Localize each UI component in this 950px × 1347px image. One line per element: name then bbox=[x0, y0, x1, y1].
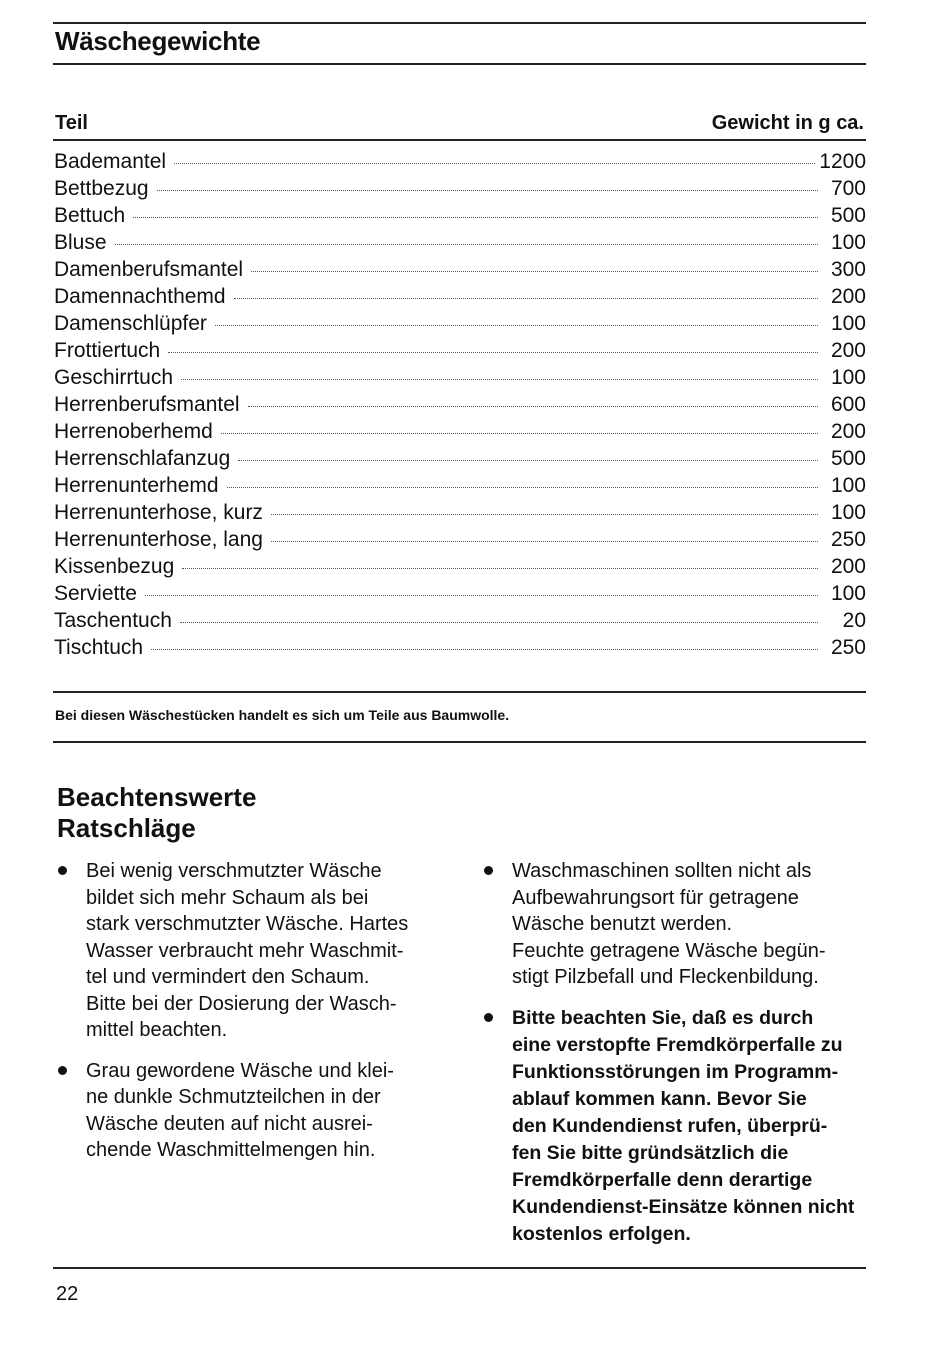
table-row bbox=[54, 312, 866, 339]
dot-leader bbox=[221, 433, 818, 434]
advice-line: Fremdkörperfalle denn derartige bbox=[512, 1168, 813, 1191]
advice-line: stigt Pilzbefall und Fleckenbildung. bbox=[512, 966, 819, 988]
item-weight: 100 bbox=[830, 312, 866, 335]
item-name: Herrenschlafanzug bbox=[54, 447, 231, 470]
item-name: Herrenunterhose, lang bbox=[54, 528, 263, 551]
item-weight: 250 bbox=[830, 528, 866, 551]
table-row bbox=[54, 339, 866, 366]
advice-line: stark verschmutzter Wäsche. Hartes bbox=[86, 913, 409, 935]
item-name: Herrenberufsmantel bbox=[54, 393, 240, 416]
dot-leader bbox=[271, 541, 818, 542]
dot-leader bbox=[151, 649, 818, 650]
advice-line: Bitte beachten Sie, daß es durch bbox=[512, 1006, 814, 1029]
section-heading bbox=[57, 782, 256, 844]
column-header-weight: Gewicht in g ca. bbox=[711, 112, 864, 134]
item-weight: 200 bbox=[830, 555, 866, 578]
item-weight: 250 bbox=[830, 636, 866, 659]
advice-line: Feuchte getragene Wäsche begün- bbox=[512, 939, 826, 962]
bullet-dot-icon bbox=[58, 1066, 67, 1075]
bullet-dot-icon bbox=[484, 1013, 493, 1022]
table-row bbox=[54, 636, 866, 663]
section-heading-line-1: Beachtenswerte bbox=[57, 782, 257, 812]
bullet-dot-icon bbox=[484, 866, 493, 875]
top-rule bbox=[53, 22, 866, 24]
dot-leader bbox=[182, 568, 818, 569]
advice-line: Funktionsstörungen im Programm- bbox=[512, 1060, 839, 1083]
header-rule bbox=[53, 139, 866, 141]
advice-line: Wäsche deuten auf nicht ausrei- bbox=[86, 1112, 373, 1135]
advice-line: Waschmaschinen sollten nicht als bbox=[512, 860, 812, 882]
column-header-part: Teil bbox=[55, 112, 88, 134]
item-weight: 700 bbox=[830, 177, 866, 200]
table-row bbox=[54, 582, 866, 609]
item-weight: 500 bbox=[830, 204, 866, 227]
item-weight: 100 bbox=[830, 231, 866, 254]
advice-line: Wäsche benutzt werden. bbox=[512, 913, 733, 935]
dot-leader bbox=[174, 163, 815, 164]
advice-line: Grau gewordene Wäsche und klei- bbox=[86, 1059, 394, 1082]
item-name: Bettbezug bbox=[54, 177, 149, 200]
dot-leader bbox=[145, 595, 818, 596]
dot-leader bbox=[238, 460, 818, 461]
table-row bbox=[54, 366, 866, 393]
item-name: Bademantel bbox=[54, 150, 167, 173]
bullet-dot-icon bbox=[58, 866, 67, 875]
table-row bbox=[54, 609, 866, 636]
page-number: 22 bbox=[56, 1283, 79, 1305]
table-row bbox=[54, 501, 866, 528]
item-name: Herrenoberhemd bbox=[54, 420, 213, 443]
item-weight: 1200 bbox=[819, 150, 866, 173]
item-name: Herrenunterhemd bbox=[54, 474, 219, 497]
advice-line: fen Sie bitte gründsätzlich die bbox=[512, 1141, 789, 1164]
table-row bbox=[54, 447, 866, 474]
advice-line: ablauf kommen kann. Bevor Sie bbox=[512, 1087, 807, 1110]
advice-line: chende Waschmittelmengen hin. bbox=[86, 1139, 376, 1161]
advice-line: den Kundendienst rufen, überprü- bbox=[512, 1114, 828, 1137]
item-name: Herrenunterhose, kurz bbox=[54, 501, 263, 524]
item-weight: 300 bbox=[830, 258, 866, 281]
table-row bbox=[54, 231, 866, 258]
item-weight: 200 bbox=[830, 285, 866, 308]
cotton-note: Bei diesen Wäschestücken handelt es sich um Teile aus Baumwolle. bbox=[55, 707, 510, 723]
advice-line: mittel beachten. bbox=[86, 1019, 228, 1041]
item-weight: 100 bbox=[830, 501, 866, 524]
dot-leader bbox=[115, 244, 818, 245]
item-name: Damenberufsmantel bbox=[54, 258, 244, 281]
footer-rule bbox=[53, 1267, 866, 1269]
item-weight: 500 bbox=[830, 447, 866, 470]
table-row bbox=[54, 204, 866, 231]
note-bottom-rule bbox=[53, 741, 866, 743]
dot-leader bbox=[234, 298, 818, 299]
table-row bbox=[54, 420, 866, 447]
advice-line: Wasser verbraucht mehr Waschmit- bbox=[86, 939, 404, 962]
dot-leader bbox=[181, 379, 818, 380]
dot-leader bbox=[168, 352, 818, 353]
item-weight: 100 bbox=[830, 366, 866, 389]
note-top-rule bbox=[53, 691, 866, 693]
item-name: Bettuch bbox=[54, 204, 126, 227]
dot-leader bbox=[215, 325, 818, 326]
table-row bbox=[54, 285, 866, 312]
item-weight: 100 bbox=[830, 474, 866, 497]
item-weight: 200 bbox=[830, 420, 866, 443]
advice-column-left bbox=[56, 858, 440, 1178]
item-name: Bluse bbox=[54, 231, 107, 254]
advice-bullet bbox=[482, 1005, 866, 1248]
item-name: Serviette bbox=[54, 582, 137, 605]
weights-table bbox=[54, 150, 866, 663]
item-name: Frottiertuch bbox=[54, 339, 161, 362]
table-row bbox=[54, 177, 866, 204]
advice-bullet bbox=[56, 1058, 440, 1164]
table-row bbox=[54, 393, 866, 420]
item-weight: 600 bbox=[830, 393, 866, 416]
item-weight: 20 bbox=[842, 609, 866, 632]
title-rule bbox=[53, 63, 866, 65]
table-row bbox=[54, 474, 866, 501]
dot-leader bbox=[248, 406, 818, 407]
advice-line: ne dunkle Schmutzteilchen in der bbox=[86, 1086, 381, 1108]
item-name: Kissenbezug bbox=[54, 555, 175, 578]
item-name: Damenschlüpfer bbox=[54, 312, 207, 335]
page-title: Wäschegewichte bbox=[55, 26, 261, 56]
advice-bullet bbox=[56, 858, 440, 1044]
item-weight: 100 bbox=[830, 582, 866, 605]
advice-column-right bbox=[482, 858, 866, 1262]
advice-line: Aufbewahrungsort für getragene bbox=[512, 886, 799, 909]
dot-leader bbox=[133, 217, 818, 218]
item-name: Tischtuch bbox=[54, 636, 144, 659]
dot-leader bbox=[227, 487, 818, 488]
item-name: Taschentuch bbox=[54, 609, 172, 632]
advice-bullet bbox=[482, 858, 866, 991]
table-row bbox=[54, 150, 866, 177]
dot-leader bbox=[271, 514, 818, 515]
advice-line: bildet sich mehr Schaum als bei bbox=[86, 886, 369, 909]
advice-line: Bitte bei der Dosierung der Wasch- bbox=[86, 992, 397, 1015]
item-name: Damennachthemd bbox=[54, 285, 226, 308]
dot-leader bbox=[251, 271, 818, 272]
item-name: Geschirrtuch bbox=[54, 366, 174, 389]
advice-line: Bei wenig verschmutzter Wäsche bbox=[86, 860, 382, 882]
dot-leader bbox=[180, 622, 818, 623]
table-row bbox=[54, 555, 866, 582]
item-weight: 200 bbox=[830, 339, 866, 362]
advice-line: Kundendienst-Einsätze können nicht bbox=[512, 1195, 855, 1218]
section-heading-line-2: Ratschläge bbox=[57, 813, 196, 843]
dot-leader bbox=[157, 190, 818, 191]
advice-line: eine verstopfte Fremdkörperfalle zu bbox=[512, 1033, 843, 1056]
table-row bbox=[54, 528, 866, 555]
advice-line: tel und vermindert den Schaum. bbox=[86, 966, 370, 988]
advice-line: kostenlos erfolgen. bbox=[512, 1222, 691, 1245]
table-row bbox=[54, 258, 866, 285]
